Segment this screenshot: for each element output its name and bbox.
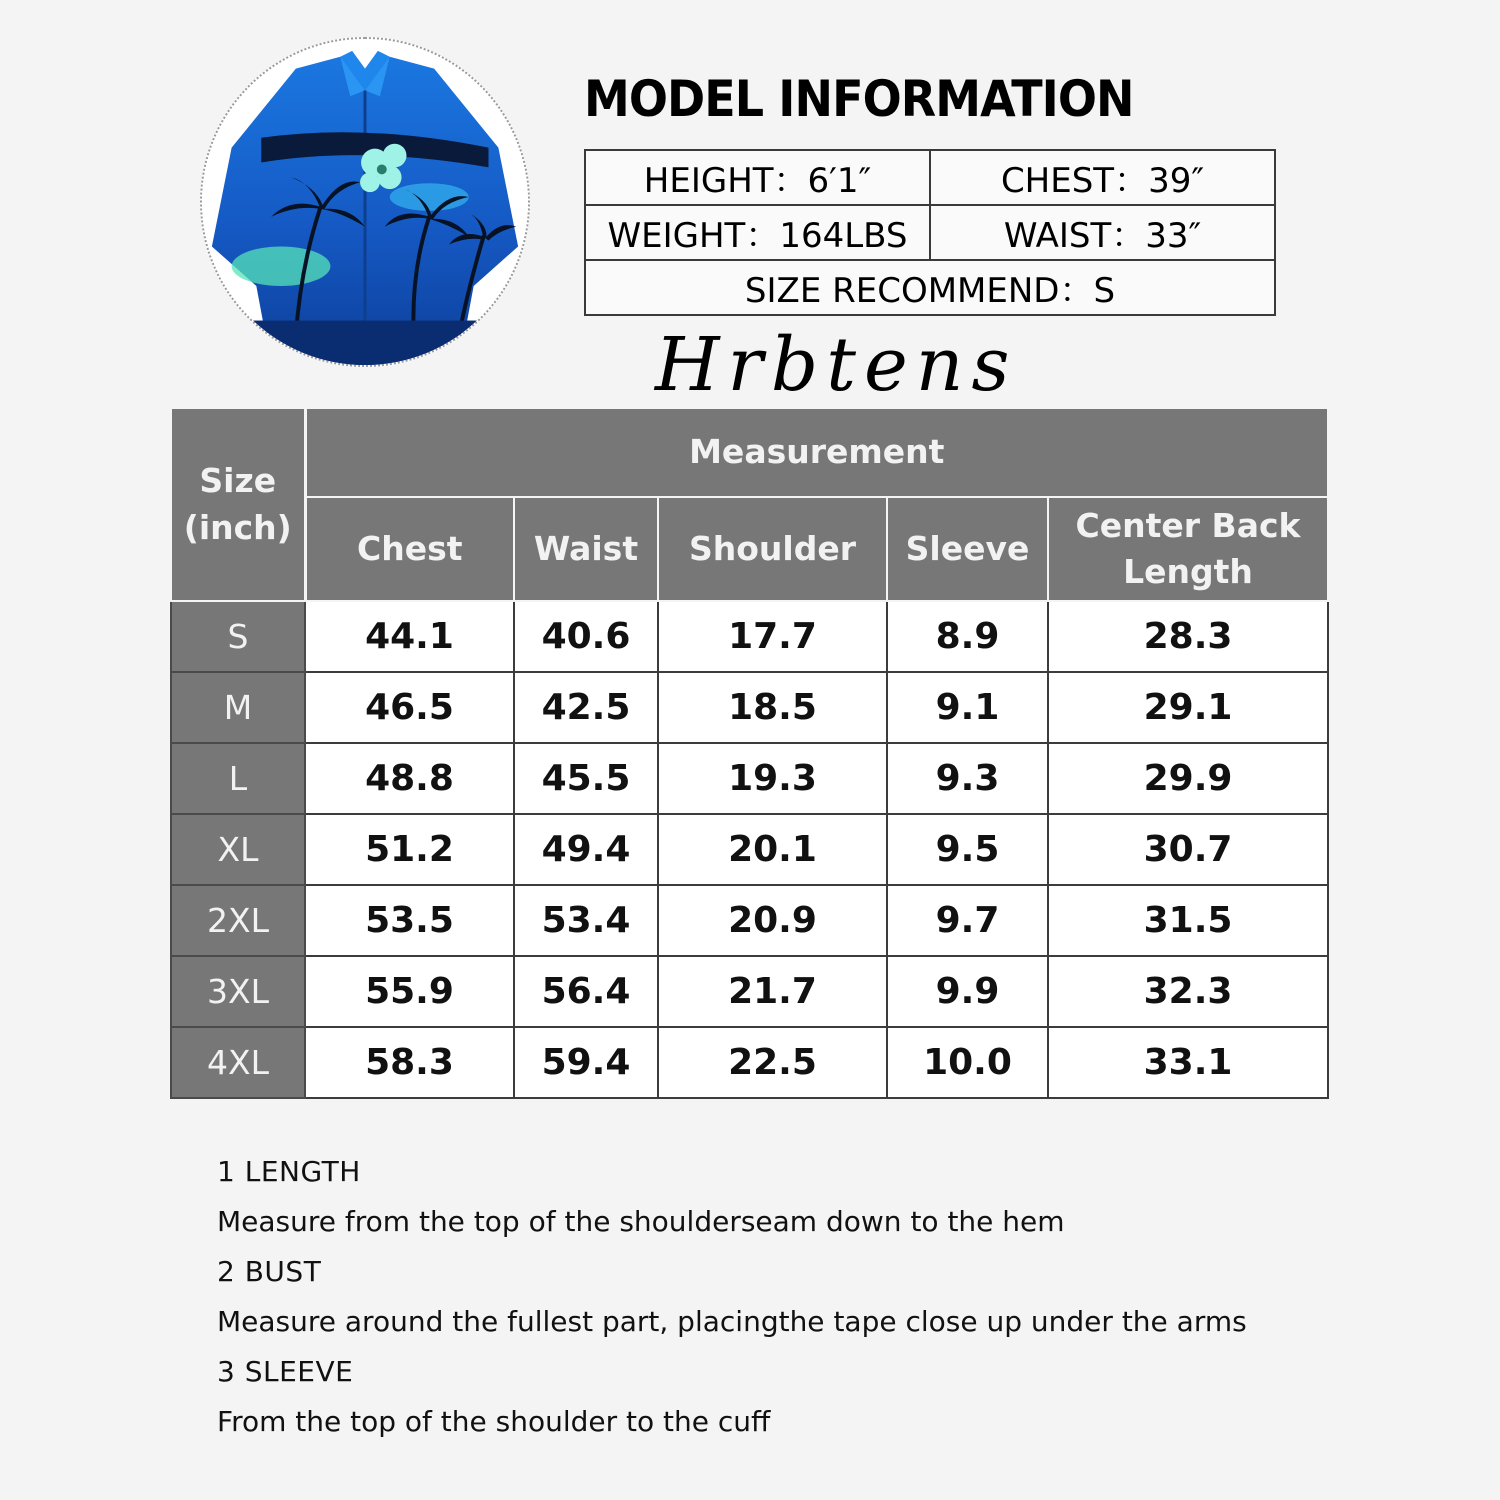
measurement-value: 9.9 bbox=[887, 956, 1048, 1027]
measurement-value: 28.3 bbox=[1048, 601, 1328, 672]
measurement-value: 29.1 bbox=[1048, 672, 1328, 743]
size-chart-body bbox=[171, 601, 1328, 1098]
note-text-bust: Measure around the fullest part, placingthe tape close up under the arms bbox=[217, 1305, 1247, 1338]
measurement-value: 56.4 bbox=[514, 956, 658, 1027]
model-information-table bbox=[584, 149, 1276, 316]
measurement-value: 40.6 bbox=[514, 601, 658, 672]
size-label: XL bbox=[171, 814, 305, 885]
model-waist: WAIST：33″ bbox=[930, 205, 1275, 260]
measurement-value: 18.5 bbox=[658, 672, 887, 743]
size-label: L bbox=[171, 743, 305, 814]
size-label: 4XL bbox=[171, 1027, 305, 1098]
size-label: 3XL bbox=[171, 956, 305, 1027]
measurement-header: Measurement bbox=[305, 408, 1328, 497]
size-recommend: SIZE RECOMMEND：S bbox=[585, 260, 1275, 315]
measurement-value: 20.9 bbox=[658, 885, 887, 956]
measurement-value: 21.7 bbox=[658, 956, 887, 1027]
measurement-value: 49.4 bbox=[514, 814, 658, 885]
note-text-length: Measure from the top of the shoulderseam down to the hem bbox=[217, 1205, 1065, 1238]
model-height: HEIGHT：6′1″ bbox=[585, 150, 930, 205]
measurement-value: 22.5 bbox=[658, 1027, 887, 1098]
measurement-value: 30.7 bbox=[1048, 814, 1328, 885]
model-weight: WEIGHT：164LBS bbox=[585, 205, 930, 260]
measurement-value: 9.5 bbox=[887, 814, 1048, 885]
measurement-value: 8.9 bbox=[887, 601, 1048, 672]
model-chest: CHEST：39″ bbox=[930, 150, 1275, 205]
measurement-value: 46.5 bbox=[305, 672, 514, 743]
measurement-value: 29.9 bbox=[1048, 743, 1328, 814]
table-row bbox=[171, 601, 1328, 672]
table-row bbox=[171, 885, 1328, 956]
measurement-value: 9.1 bbox=[887, 672, 1048, 743]
note-text-sleeve: From the top of the shoulder to the cuff bbox=[217, 1405, 771, 1438]
table-row bbox=[171, 956, 1328, 1027]
measurement-value: 55.9 bbox=[305, 956, 514, 1027]
brand-logo: Hrbtens bbox=[655, 322, 1018, 408]
table-row bbox=[171, 1027, 1328, 1098]
size-label: M bbox=[171, 672, 305, 743]
size-column-header bbox=[171, 408, 305, 601]
column-header-chest: Chest bbox=[305, 497, 514, 601]
measurement-value: 33.1 bbox=[1048, 1027, 1328, 1098]
measurement-value: 58.3 bbox=[305, 1027, 514, 1098]
measurement-value: 48.8 bbox=[305, 743, 514, 814]
note-heading-length: 1 LENGTH bbox=[217, 1155, 361, 1188]
size-header-line-1: Size bbox=[199, 461, 277, 501]
measurement-value: 20.1 bbox=[658, 814, 887, 885]
size-label: S bbox=[171, 601, 305, 672]
column-header-center-back-length: Center Back Length bbox=[1048, 497, 1328, 601]
measurement-value: 44.1 bbox=[305, 601, 514, 672]
column-header-waist: Waist bbox=[514, 497, 658, 601]
measurement-value: 53.5 bbox=[305, 885, 514, 956]
size-chart-table bbox=[170, 407, 1329, 1099]
measurement-value: 51.2 bbox=[305, 814, 514, 885]
measurement-value: 9.7 bbox=[887, 885, 1048, 956]
table-row bbox=[171, 814, 1328, 885]
model-information-title: MODEL INFORMATION bbox=[584, 70, 1134, 128]
size-label: 2XL bbox=[171, 885, 305, 956]
table-row bbox=[171, 672, 1328, 743]
size-header-line-2: (inch) bbox=[183, 507, 292, 547]
note-heading-sleeve: 3 SLEEVE bbox=[217, 1355, 354, 1388]
hawaiian-shirt-photo bbox=[202, 39, 528, 365]
measurement-value: 45.5 bbox=[514, 743, 658, 814]
measurement-value: 32.3 bbox=[1048, 956, 1328, 1027]
column-header-shoulder: Shoulder bbox=[658, 497, 887, 601]
note-heading-bust: 2 BUST bbox=[217, 1255, 322, 1288]
measuring-guide bbox=[217, 1150, 1417, 1450]
measurement-value: 19.3 bbox=[658, 743, 887, 814]
column-header-sleeve: Sleeve bbox=[887, 497, 1048, 601]
measurement-value: 59.4 bbox=[514, 1027, 658, 1098]
measurement-value: 42.5 bbox=[514, 672, 658, 743]
measurement-value: 53.4 bbox=[514, 885, 658, 956]
product-photo bbox=[200, 37, 530, 367]
table-row bbox=[171, 743, 1328, 814]
measurement-value: 31.5 bbox=[1048, 885, 1328, 956]
measurement-value: 10.0 bbox=[887, 1027, 1048, 1098]
measurement-value: 17.7 bbox=[658, 601, 887, 672]
measurement-value: 9.3 bbox=[887, 743, 1048, 814]
